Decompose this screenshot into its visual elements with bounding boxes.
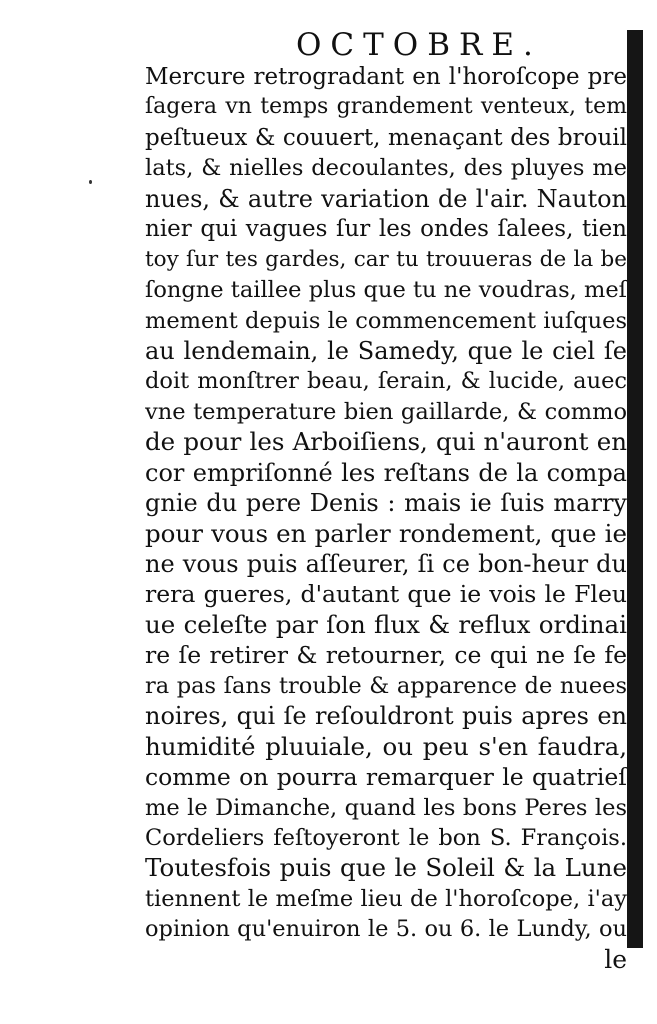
text-line: Toutesfois puis que le Soleil & la Lune [145,853,627,883]
catchword: le [604,944,627,974]
text-line: ra pas ſans trouble & apparence de nuees [145,672,627,699]
ink-speck [89,180,92,184]
text-line: opinion qu'enuiron le 5. ou 6. le Lundy, ou [145,916,627,943]
text-line: vne temperature bien gaillarde, & commo [145,398,627,425]
page-heading: OCTOBRE. [296,27,542,63]
text-line: Mercure retrogradant en l'horoſcope pre [145,64,627,90]
text-line: au lendemain, le Samedy, que le ciel ſe [145,336,627,365]
text-line: pour vous en parler rondement, que ie [145,518,627,548]
text-line: me le Dimanche, quand les bons Peres les [145,794,627,821]
text-line: nier qui vagues ſur les ondes ſalees, tien [145,216,627,243]
text-line: comme on pourra remarquer le quatrieſ [145,763,627,792]
text-line: Cordeliers feſtoyeront le bon S. François. [145,824,627,851]
binding-shadow [627,30,643,948]
text-line: peſtueux & couuert, menaçant des brouil [145,124,627,151]
text-line: ne vous puis aſſeurer, ſi ce bon-heur du [145,550,627,578]
text-line: cor empriſonné les reſtans de la compa [145,458,627,487]
text-line: mement depuis le commencement iuſques [145,307,627,334]
text-line: re ſe retirer & retourner, ce qui ne ſe fe [145,641,627,670]
text-line: toy ſur tes gardes, car tu trouueras de la be [145,246,627,272]
text-line: ſagera vn temps grandement venteux, tem [145,94,627,120]
body-text [145,62,627,975]
text-line: gnie du pere Denis : mais ie ſuis marry [145,489,627,518]
text-line: lats, & nielles decoulantes, des pluyes me [145,155,627,182]
text-line: tiennent le meſme lieu de l'horoſcope, i'ay [145,885,627,912]
text-line: de pour les Arboiſiens, qui n'auront en [145,427,627,457]
text-line: ſongne taillee plus que tu ne voudras, meſ [145,277,627,304]
text-line: doit monſtrer beau, ſerain, & lucide, auec [145,368,627,395]
text-line: nues, & autre variation de l'air. Nauton [145,184,627,213]
text-line: noires, qui ſe reſouldront puis apres en [145,702,627,731]
text-line: ue celeſte par ſon flux & reflux ordinai [145,609,627,639]
text-line: humidité pluuiale, ou peu s'en faudra, [145,731,627,761]
text-line: rera gueres, d'autant que ie vois le Fleu [145,580,627,609]
